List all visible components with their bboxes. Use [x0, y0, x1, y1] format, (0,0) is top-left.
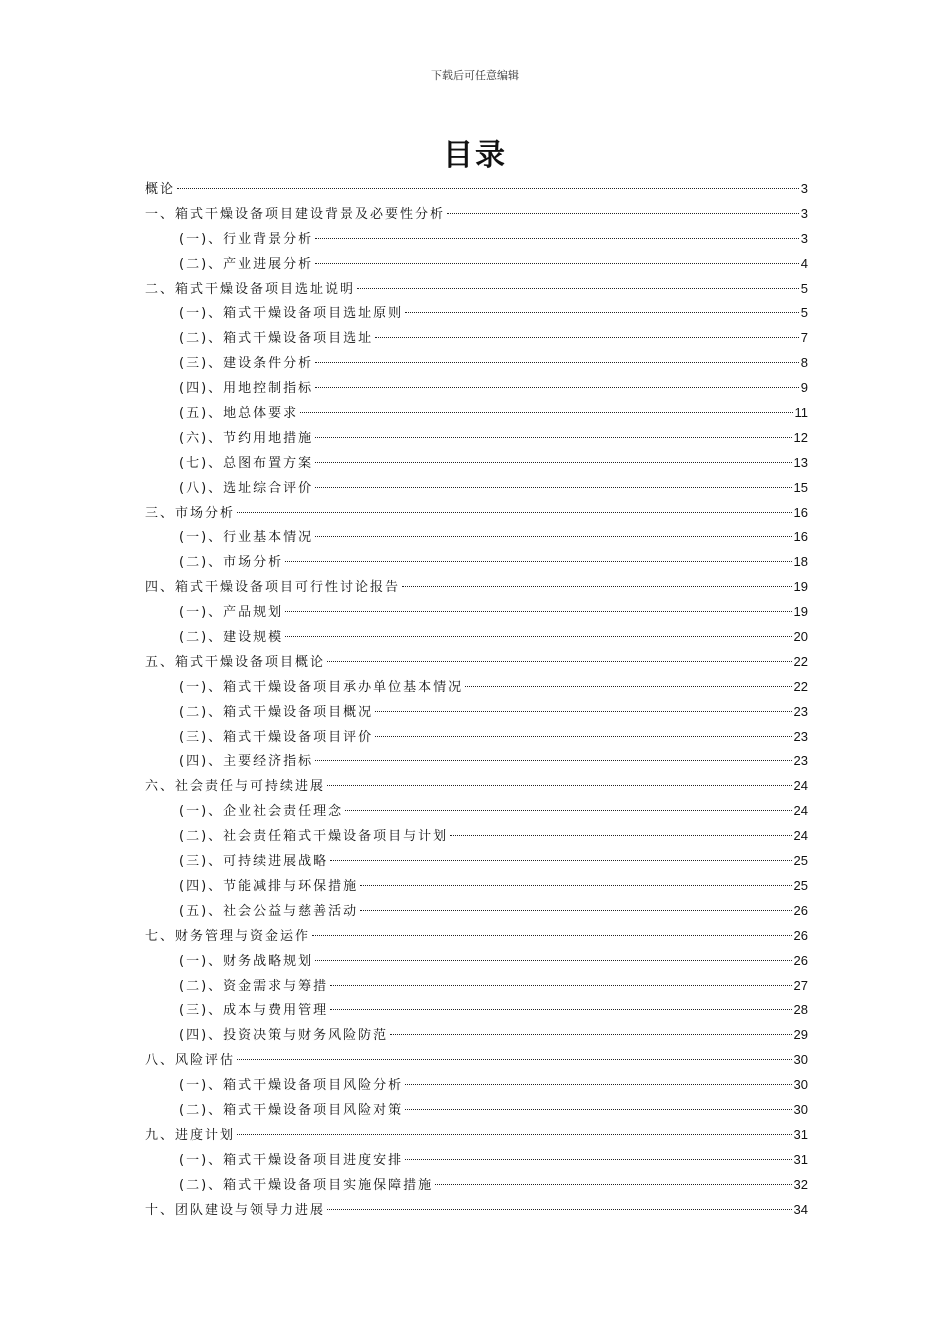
toc-entry-page-number: 27 [793, 977, 808, 993]
toc-dot-leader [315, 959, 791, 961]
toc-entry-page-number: 19 [793, 604, 808, 620]
toc-entry-label: (四)、主要经济指标 [179, 754, 314, 770]
toc-entry-label: (三)、成本与费用管理 [179, 1003, 329, 1019]
toc-entry-section[interactable] [145, 1048, 808, 1073]
toc-dot-leader [405, 311, 799, 313]
toc-entry-subsection[interactable] [145, 749, 808, 774]
toc-entry-section[interactable] [145, 1198, 808, 1223]
toc-entry-label: (三)、箱式干燥设备项目评价 [179, 729, 374, 745]
toc-entry-subsection[interactable] [145, 550, 808, 575]
toc-entry-subsection[interactable] [145, 451, 808, 476]
toc-entry-page-number: 5 [800, 305, 808, 321]
toc-entry-page-number: 30 [793, 1077, 808, 1093]
toc-entry-label: (一)、行业背景分析 [179, 231, 314, 247]
toc-entry-section[interactable] [145, 650, 808, 675]
toc-entry-label: 七、财务管理与资金运作 [145, 928, 311, 944]
toc-entry-label: 八、风险评估 [145, 1053, 236, 1069]
toc-entry-section[interactable] [145, 277, 808, 302]
page-title: 目录 [443, 138, 507, 173]
toc-entry-label: (二)、市场分析 [179, 555, 284, 571]
toc-entry-subsection[interactable] [145, 799, 808, 824]
toc-dot-leader [390, 1033, 791, 1035]
toc-dot-leader [465, 685, 791, 687]
toc-dot-leader [330, 984, 791, 986]
toc-entry-page-number: 26 [793, 902, 808, 918]
toc-entry-page-number: 22 [793, 678, 808, 694]
toc-dot-leader [237, 1133, 792, 1135]
toc-dot-leader [375, 710, 791, 712]
toc-entry-subsection[interactable] [145, 252, 808, 277]
toc-entry-label: (六)、节约用地措施 [179, 430, 314, 446]
toc-entry-page-number: 34 [793, 1201, 808, 1217]
toc-entry-page-number: 16 [793, 504, 808, 520]
toc-entry-page-number: 16 [793, 529, 808, 545]
toc-dot-leader [405, 1083, 791, 1085]
toc-entry-subsection[interactable] [145, 401, 808, 426]
toc-dot-leader [447, 212, 799, 214]
toc-dot-leader [405, 1158, 791, 1160]
toc-entry-label: (二)、箱式干燥设备项目实施保障措施 [179, 1177, 434, 1193]
toc-dot-leader [360, 884, 791, 886]
toc-entry-page-number: 18 [793, 554, 808, 570]
toc-entry-label: (二)、箱式干燥设备项目风险对策 [179, 1102, 404, 1118]
toc-entry-label: (五)、地总体要求 [179, 406, 299, 422]
toc-entry-page-number: 3 [800, 205, 808, 221]
toc-dot-leader [327, 660, 792, 662]
toc-entry-page-number: 31 [793, 1126, 808, 1142]
toc-entry-subsection[interactable] [145, 849, 808, 874]
toc-entry-page-number: 26 [793, 927, 808, 943]
toc-entry-page-number: 22 [793, 653, 808, 669]
toc-dot-leader [330, 859, 791, 861]
toc-entry-page-number: 7 [800, 330, 808, 346]
toc-entry-subsection[interactable] [145, 974, 808, 999]
toc-entry-label: (一)、产品规划 [179, 605, 284, 621]
toc-entry-section[interactable] [145, 177, 808, 202]
toc-entry-subsection[interactable] [145, 899, 808, 924]
toc-entry-label: (八)、选址综合评价 [179, 480, 314, 496]
toc-entry-section[interactable] [145, 1123, 808, 1148]
toc-dot-leader [285, 610, 791, 612]
toc-entry-label: (二)、箱式干燥设备项目选址 [179, 331, 374, 347]
toc-entry-page-number: 12 [793, 429, 808, 445]
toc-entry-subsection[interactable] [145, 1073, 808, 1098]
toc-entry-subsection[interactable] [145, 326, 808, 351]
toc-entry-page-number: 3 [800, 181, 808, 196]
toc-entry-subsection[interactable] [145, 998, 808, 1023]
toc-entry-subsection[interactable] [145, 949, 808, 974]
toc-dot-leader [315, 461, 791, 463]
toc-dot-leader [312, 934, 792, 936]
toc-entry-label: 五、箱式干燥设备项目概论 [145, 654, 326, 670]
toc-entry-section[interactable] [145, 924, 808, 949]
toc-entry-page-number: 11 [794, 405, 808, 421]
toc-dot-leader [237, 1058, 792, 1060]
toc-entry-page-number: 26 [793, 952, 808, 968]
toc-entry-subsection[interactable] [145, 725, 808, 750]
toc-dot-leader [450, 834, 791, 836]
toc-entry-page-number: 15 [793, 479, 808, 495]
toc-dot-leader [285, 560, 791, 562]
toc-entry-subsection[interactable] [145, 301, 808, 326]
table-of-contents [145, 177, 808, 1222]
toc-entry-page-number: 23 [793, 753, 808, 769]
toc-entry-page-number: 24 [793, 778, 808, 794]
toc-entry-label: (七)、总图布置方案 [179, 455, 314, 471]
toc-entry-page-number: 3 [800, 230, 808, 246]
toc-entry-label: (一)、箱式干燥设备项目进度安排 [179, 1152, 404, 1168]
toc-entry-page-number: 29 [793, 1027, 808, 1043]
toc-entry-label: (一)、行业基本情况 [179, 530, 314, 546]
toc-entry-label: (一)、箱式干燥设备项目风险分析 [179, 1078, 404, 1094]
toc-entry-subsection[interactable] [145, 426, 808, 451]
toc-dot-leader [315, 486, 791, 488]
toc-entry-subsection[interactable] [145, 1148, 808, 1173]
toc-entry-section[interactable] [145, 202, 808, 227]
toc-entry-section[interactable] [145, 501, 808, 526]
toc-entry-subsection[interactable] [145, 1098, 808, 1123]
toc-dot-leader [435, 1183, 791, 1185]
toc-entry-subsection[interactable] [145, 476, 808, 501]
toc-entry-page-number: 23 [793, 703, 808, 719]
toc-entry-label: (二)、资金需求与筹措 [179, 978, 329, 994]
toc-entry-page-number: 24 [793, 828, 808, 844]
toc-entry-subsection[interactable] [145, 600, 808, 625]
toc-entry-subsection[interactable] [145, 351, 808, 376]
toc-dot-leader [315, 436, 791, 438]
toc-dot-leader [237, 511, 792, 513]
toc-entry-page-number: 32 [793, 1176, 808, 1192]
toc-dot-leader [375, 336, 799, 338]
toc-entry-label: (一)、箱式干燥设备项目承办单位基本情况 [179, 679, 464, 695]
toc-entry-label: (五)、社会公益与慈善活动 [179, 903, 359, 919]
toc-entry-section[interactable] [145, 575, 808, 600]
toc-entry-subsection[interactable] [145, 675, 808, 700]
toc-dot-leader [177, 187, 799, 189]
toc-entry-label: (四)、投资决策与财务风险防范 [179, 1028, 389, 1044]
toc-dot-leader [327, 1208, 792, 1210]
toc-dot-leader [315, 262, 799, 264]
toc-entry-page-number: 30 [793, 1101, 808, 1117]
toc-entry-label: 六、社会责任与可持续进展 [145, 779, 326, 795]
toc-entry-label: (四)、节能减排与环保措施 [179, 878, 359, 894]
toc-entry-subsection[interactable] [145, 376, 808, 401]
toc-entry-label: 九、进度计划 [145, 1127, 236, 1143]
toc-entry-label: (一)、财务战略规划 [179, 953, 314, 969]
header-note: 下载后可任意编辑 [431, 69, 519, 82]
toc-entry-page-number: 9 [800, 380, 808, 396]
toc-entry-label: (一)、企业社会责任理念 [179, 804, 344, 820]
toc-entry-page-number: 13 [793, 454, 808, 470]
toc-entry-label: (二)、建设规模 [179, 630, 284, 646]
toc-dot-leader [285, 635, 791, 637]
toc-entry-page-number: 8 [800, 355, 808, 371]
toc-dot-leader [345, 809, 791, 811]
toc-entry-label: 一、箱式干燥设备项目建设背景及必要性分析 [145, 206, 446, 222]
toc-entry-label: 十、团队建设与领导力进展 [145, 1202, 326, 1218]
toc-entry-page-number: 25 [793, 853, 808, 869]
toc-entry-subsection[interactable] [145, 525, 808, 550]
toc-entry-page-number: 20 [793, 629, 808, 645]
toc-entry-label: 三、市场分析 [145, 505, 236, 521]
toc-dot-leader [315, 535, 791, 537]
toc-entry-page-number: 5 [800, 280, 808, 296]
toc-entry-label: (一)、箱式干燥设备项目选址原则 [179, 306, 404, 322]
toc-entry-page-number: 4 [800, 255, 808, 271]
toc-dot-leader [375, 735, 791, 737]
toc-dot-leader [315, 237, 799, 239]
toc-entry-label: (三)、可持续进展战略 [179, 854, 329, 870]
toc-entry-label: 概论 [145, 182, 176, 197]
toc-dot-leader [315, 386, 799, 388]
toc-entry-subsection[interactable] [145, 824, 808, 849]
toc-dot-leader [300, 411, 792, 413]
toc-entry-page-number: 24 [793, 803, 808, 819]
toc-entry-label: (二)、社会责任箱式干燥设备项目与计划 [179, 829, 449, 845]
toc-dot-leader [357, 287, 799, 289]
toc-entry-label: 二、箱式干燥设备项目选址说明 [145, 281, 356, 297]
toc-entry-subsection[interactable] [145, 227, 808, 252]
toc-entry-page-number: 30 [793, 1052, 808, 1068]
toc-dot-leader [315, 361, 799, 363]
toc-entry-subsection[interactable] [145, 700, 808, 725]
toc-entry-page-number: 31 [793, 1151, 808, 1167]
toc-dot-leader [360, 909, 791, 911]
toc-entry-page-number: 28 [793, 1002, 808, 1018]
toc-dot-leader [405, 1108, 791, 1110]
toc-dot-leader [402, 585, 792, 587]
toc-entry-subsection[interactable] [145, 625, 808, 650]
toc-dot-leader [315, 759, 791, 761]
toc-dot-leader [327, 784, 792, 786]
toc-entry-label: (四)、用地控制指标 [179, 381, 314, 397]
toc-entry-section[interactable] [145, 774, 808, 799]
toc-entry-page-number: 25 [793, 877, 808, 893]
toc-entry-label: (二)、箱式干燥设备项目概况 [179, 704, 374, 720]
toc-entry-label: 四、箱式干燥设备项目可行性讨论报告 [145, 580, 401, 596]
toc-entry-page-number: 19 [793, 579, 808, 595]
toc-entry-label: (二)、产业进展分析 [179, 256, 314, 272]
toc-entry-subsection[interactable] [145, 1173, 808, 1198]
toc-entry-page-number: 23 [793, 728, 808, 744]
toc-entry-subsection[interactable] [145, 1023, 808, 1048]
toc-entry-label: (三)、建设条件分析 [179, 356, 314, 372]
toc-dot-leader [330, 1008, 791, 1010]
toc-entry-subsection[interactable] [145, 874, 808, 899]
